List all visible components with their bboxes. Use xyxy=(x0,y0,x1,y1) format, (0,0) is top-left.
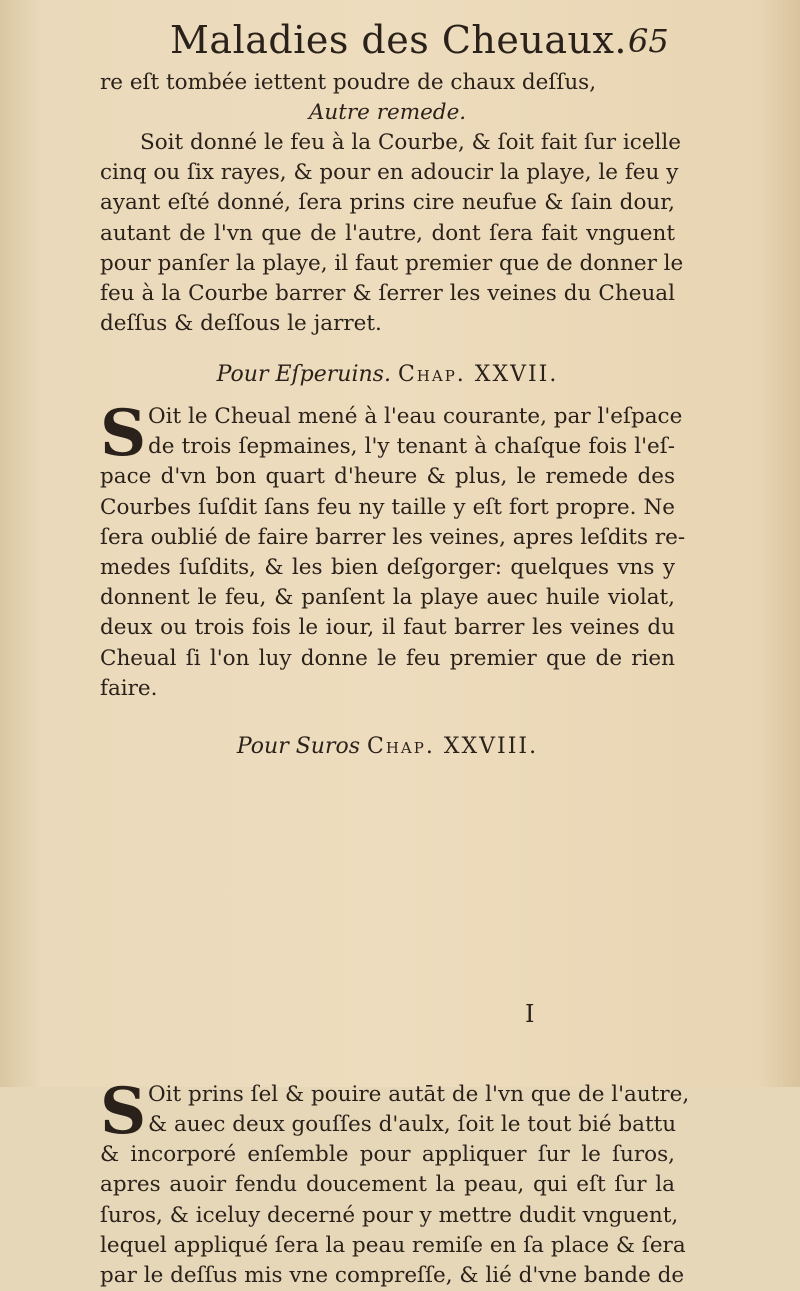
text-line: Courbes ſuſdit ſans feu ny taille y eſt fort propre. Ne xyxy=(100,494,675,520)
text-line: deſſus & deſſous le jarret. xyxy=(100,311,382,337)
chapter-title: Pour Suros xyxy=(236,734,361,759)
text-line: ſuros, & iceluy decerné pour y mettre dudit vnguent, xyxy=(100,1202,679,1228)
page-number: 65 xyxy=(628,22,669,60)
text-line: pour panſer la playe, il faut premier que de donner le xyxy=(100,250,684,276)
section-autre-remede-body xyxy=(100,128,684,339)
text-line: & auec deux gouſſes d'aulx, ſoit le tout bié battu xyxy=(148,1112,677,1138)
text-line: pace d'vn bon quart d'heure & plus, le remede des xyxy=(100,464,675,490)
text-line: & incorporé enſemble pour appliquer ſur le ſuros, xyxy=(100,1142,675,1168)
text-line: apres auoir fendu doucement la peau, qui eſt ſur la xyxy=(100,1172,675,1198)
text-line: lequel appliqué ſera la peau remiſe en ſa place & ſera xyxy=(100,1232,686,1258)
running-title: Maladies des Cheuaux. xyxy=(170,18,627,62)
text-line: ayant eſté donné, ſera prins cire neufue & ſain dour, xyxy=(100,190,675,216)
text-line: feu à la Courbe barrer & ſerrer les veines du Cheual xyxy=(100,280,675,306)
subheading-autre-remede: Autre remede. xyxy=(308,100,467,126)
text-line: par le deſſus mis vne compreſſe, & lié d'vne bande de xyxy=(100,1263,685,1288)
text-line: Oit prins ſel & pouire autāt de l'vn que de l'autre, xyxy=(148,1081,690,1107)
signature-mark: I xyxy=(525,1000,535,1028)
text-line: re eſt tombée iettent poudre de chaux deſſus, xyxy=(100,70,597,95)
drop-cap: S xyxy=(100,396,147,471)
text-line: medes ſuſdits, & les bien deſgorger: quelques vns y xyxy=(100,554,675,580)
text-line: de trois ſepmaines, l'y tenant à chaſque fois l'eſ- xyxy=(148,434,675,460)
chapter-label: Chap. XXVII. xyxy=(397,362,559,387)
chapter-28-body xyxy=(100,1073,690,1291)
section-remedy-intro xyxy=(100,68,675,128)
chapter-title: Pour Eſperuins. xyxy=(216,362,391,387)
text-line: faire. xyxy=(100,675,158,701)
text-line: Oit le Cheual mené à l'eau courante, par l'eſpace xyxy=(148,404,683,429)
text-line: autant de l'vn que de l'autre, dont ſera fait vnguent xyxy=(100,220,675,246)
text-line: Cheual ſi l'on luy donne le feu premier que de rien xyxy=(100,645,675,671)
chapter-28-heading xyxy=(100,732,675,762)
text-line: deux ou trois fois le iour, il faut barrer les veines du xyxy=(100,615,675,641)
text-line: donnent le feu, & panſent la playe auec huile violat, xyxy=(100,585,675,611)
chapter-label: Chap. XXVIII. xyxy=(367,734,539,759)
drop-cap: S xyxy=(100,1073,147,1149)
page-header xyxy=(160,18,720,68)
text-line: Soit donné le feu à la Courbe, & ſoit fait ſur icelle xyxy=(140,130,682,155)
chapter-27-body xyxy=(100,396,686,704)
text-line: ſera oublié de faire barrer les veines, apres leſdits re- xyxy=(100,524,686,550)
text-line: cinq ou ſix rayes, & pour en adoucir la playe, le feu y xyxy=(100,160,679,186)
chapter-27-heading xyxy=(100,360,675,390)
